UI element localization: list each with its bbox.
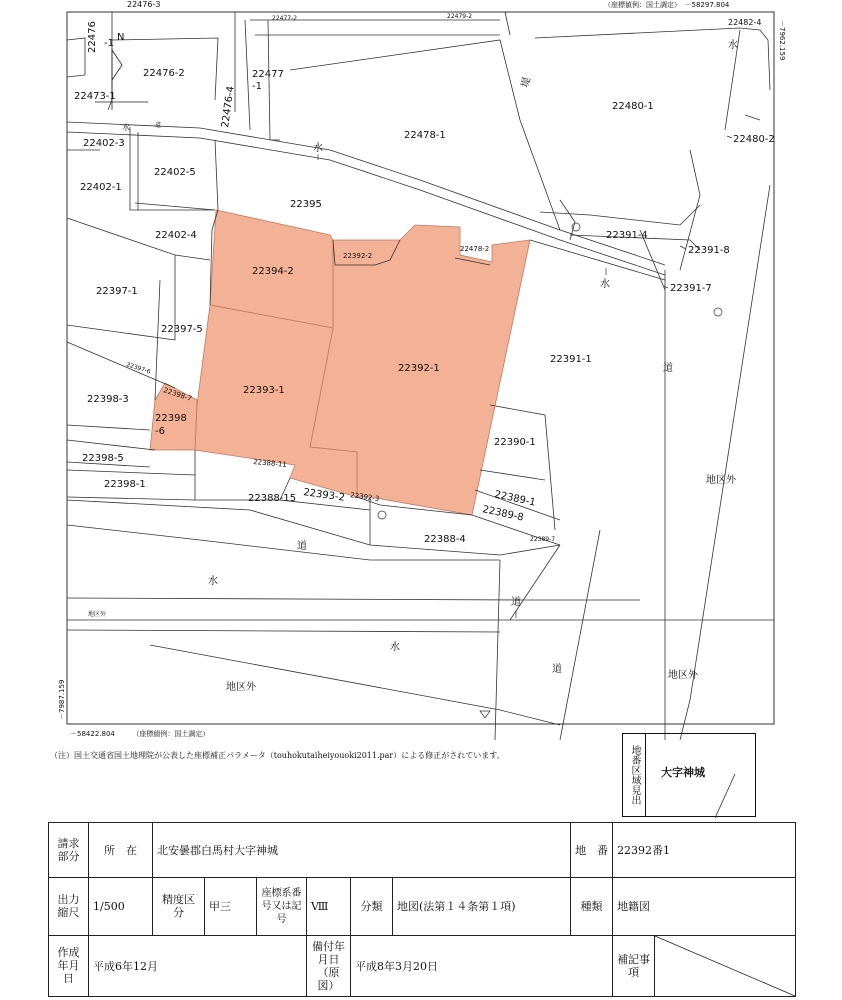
requester-label: 請求部分 <box>49 823 89 878</box>
small-boundary-label: 地区外 <box>88 611 107 618</box>
lot-label: 地 番 <box>571 823 613 878</box>
parcel-22393-1: 22393-1 <box>243 385 285 396</box>
survey-marker <box>378 511 386 519</box>
remarks-value <box>655 935 796 996</box>
parcel-22397-6: 22397-6 <box>125 361 152 376</box>
parcel-22388-11: 22388-11 <box>252 458 288 469</box>
parcel-22477-2: 22477-2 <box>272 15 298 22</box>
parcel-22402-4: 22402-4 <box>155 230 197 241</box>
parcel-22480-2: 22480-2 <box>733 134 775 145</box>
parcel-22393-2: 22393-2 <box>302 487 346 504</box>
attached-label: 備付年月日（原図） <box>307 935 351 996</box>
parcel-22397-5: 22397-5 <box>161 324 203 335</box>
district-index-value: 大字神城 <box>661 766 705 779</box>
parcel-22389-7: 22389-7 <box>530 536 556 543</box>
precision-value: 甲三 <box>205 878 257 935</box>
water-label: 水 <box>122 123 130 132</box>
parcel-22398-6: 22398 <box>155 413 187 424</box>
district-index-header: 地番区域見出 <box>623 734 646 816</box>
road-label: 道 <box>663 363 673 374</box>
coord-right-side: －7962.159 <box>778 20 786 61</box>
parcel-22476-2: 22476-2 <box>143 68 185 79</box>
parcel-22476-1: 22476 <box>87 21 98 53</box>
water-label: 水 <box>208 576 218 587</box>
outside-district-label: 地区外 <box>226 682 256 693</box>
parcel-22394-2: 22394-2 <box>252 266 294 277</box>
water-label: 水 <box>313 143 323 154</box>
info-table <box>48 822 796 997</box>
parcel-22391-4: 22391-4 <box>606 230 648 241</box>
parcel-22402-5: 22402-5 <box>154 167 196 178</box>
class-label: 分類 <box>351 878 393 935</box>
parcel-22392-1: 22392-1 <box>398 363 440 374</box>
parcel-22478-1: 22478-1 <box>404 130 446 141</box>
parcel-22389-8: 22389-8 <box>481 504 525 524</box>
north-label: N <box>117 32 125 43</box>
road-label: 道 <box>155 122 162 129</box>
parcel-22392-2: 22392-2 <box>343 252 373 260</box>
location-label: 所 在 <box>89 823 153 878</box>
attached-value: 平成8年3月20日 <box>351 935 613 996</box>
parcel-22478-2: 22478-2 <box>460 245 490 253</box>
water-label: 水 <box>600 279 610 290</box>
levee-label: 堤 <box>519 76 534 89</box>
coord-top-right: （座標値例：国土調定） －58297.804 <box>604 1 730 9</box>
scale-value: 1/500 <box>89 878 153 935</box>
parcel-22482-4: 22482-4 <box>728 18 762 27</box>
triangle-marker <box>480 711 490 718</box>
kind-value: 地籍図 <box>613 878 796 935</box>
parcel-22479-2: 22479-2 <box>447 13 473 20</box>
survey-marker <box>714 308 722 316</box>
parcel-22388-15: 22388-15 <box>248 493 297 504</box>
parcel-22389-1: 22389-1 <box>493 489 537 509</box>
remarks-strike <box>655 936 795 996</box>
parcel-22398-3: 22398-3 <box>87 394 129 405</box>
parcel-22477-1-suffix: -1 <box>252 81 262 92</box>
water-label: 水 <box>728 40 738 51</box>
coord-left-side: －7987.159 <box>58 679 66 720</box>
parcel-22391-1: 22391-1 <box>550 354 592 365</box>
parcel-22390-1: 22390-1 <box>494 437 536 448</box>
outside-district-label: 地区外 <box>706 475 736 486</box>
lot-value: 22392番1 <box>613 823 796 878</box>
road-label: 道 <box>552 664 562 675</box>
parcel-22391-8: 22391-8 <box>688 245 730 256</box>
parcel-22391-7: 22391-7 <box>670 283 712 294</box>
parcel-22476-1-suffix: -1 <box>104 38 114 49</box>
coord-bottom-left: －58422.804 （座標値例：国土調定） <box>70 730 210 738</box>
location-value: 北安曇郡白馬村大字神城 <box>153 823 571 878</box>
parcel-22398-7: 22398-7 <box>162 386 193 403</box>
parcel-22402-3: 22402-3 <box>83 138 125 149</box>
subject-parcels <box>150 210 530 515</box>
kind-label: 種類 <box>571 878 613 935</box>
precision-label: 精度区分 <box>153 878 205 935</box>
water-label: 水 <box>390 642 400 653</box>
district-index-box <box>622 733 756 817</box>
parcel-22480-1: 22480-1 <box>612 101 654 112</box>
created-value: 平成6年12月 <box>89 935 307 996</box>
correction-note: （注）国土交通省国土地理院が公表した座標補正パラメータ（touhokutaiheiyouoki2011.par）による修正がされています。 <box>50 751 505 760</box>
parcel-22398-1: 22398-1 <box>104 479 146 490</box>
road-label: 道 <box>511 597 521 608</box>
parcel-22392-3: 22392-3 <box>349 491 380 504</box>
coord-system-label: 座標系番号又は記号 <box>257 878 307 935</box>
road-label: 道 <box>297 541 307 552</box>
created-label: 作成年月日 <box>49 935 89 996</box>
coord-system-value: Ⅷ <box>307 878 351 935</box>
parcel-22397-1: 22397-1 <box>96 286 138 297</box>
parcel-22402-1: 22402-1 <box>80 182 122 193</box>
parcel-22395: 22395 <box>290 199 322 210</box>
outside-district-label: 地区外 <box>668 670 698 681</box>
parcel-22476-3: 22476-3 <box>127 0 161 9</box>
parcel-22477-1: 22477 <box>252 69 284 80</box>
parcel-22476-4: 22476-4 <box>220 85 237 129</box>
parcel-22398-5: 22398-5 <box>82 453 124 464</box>
parcel-22398-6-suffix: -6 <box>155 426 165 437</box>
parcel-22388-4: 22388-4 <box>424 534 466 545</box>
parcel-22473-1: 22473-1 <box>74 91 116 102</box>
district-index-sketch <box>645 734 757 818</box>
class-value: 地図(法第１４条第１項) <box>393 878 571 935</box>
remarks-label: 補記事項 <box>613 935 655 996</box>
scale-label: 出力縮尺 <box>49 878 89 935</box>
